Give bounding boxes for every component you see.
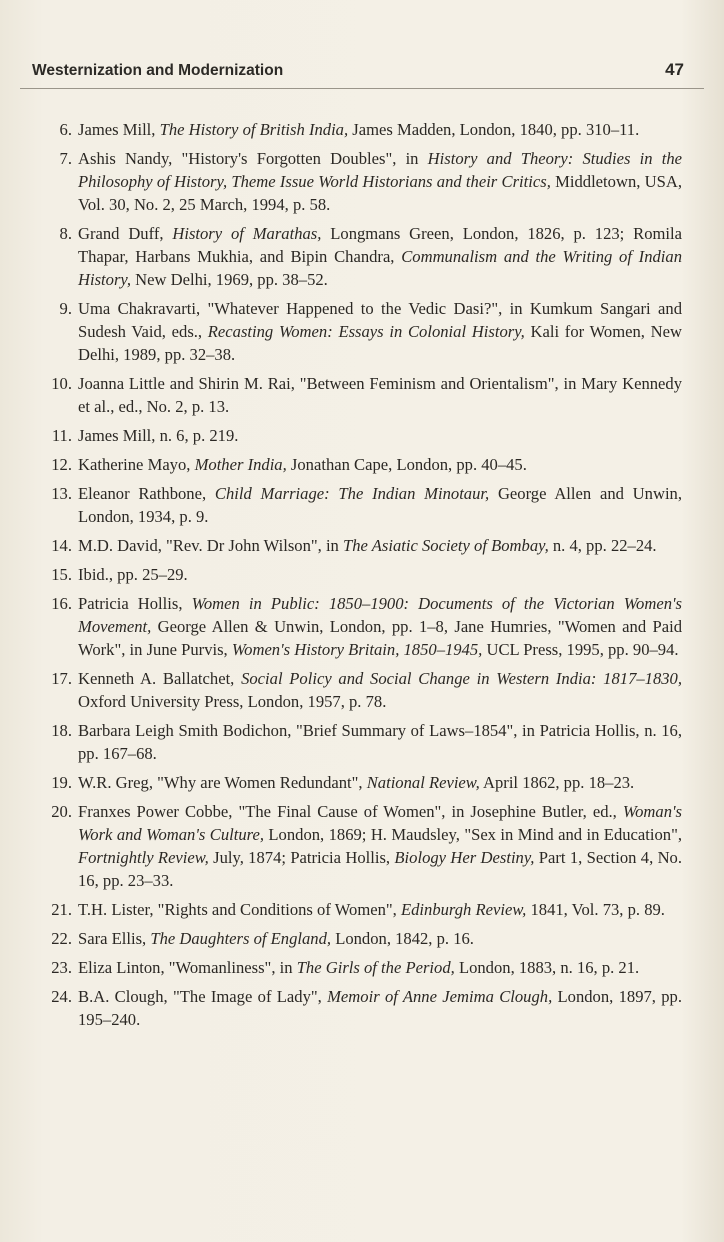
endnote-item — [51, 372, 682, 418]
endnote-number: 19. — [51, 773, 72, 792]
endnotes-list — [51, 118, 683, 1037]
endnote-text: James Mill, n. 6, p. 219. — [78, 426, 239, 445]
endnote-title-italic: Edinburgh Review, — [400, 900, 527, 919]
endnote-text: UCL Press, 1995, pp. 90–94. — [482, 640, 679, 659]
endnote-item — [59, 222, 683, 291]
endnote-title-italic: The Daughters of England, — [150, 929, 332, 948]
endnote-item — [59, 147, 682, 216]
endnote-title-italic: History and Theory: Studies in the Philosophy of History, Theme Issue World Historians and their Critics, — [78, 149, 682, 191]
endnote-item — [51, 667, 682, 713]
endnote-text: Ashis Nandy, "History's Forgotten Doubles", in — [78, 149, 428, 168]
endnote-text: Franxes Power Cobbe, "The Final Cause of Women", in Josephine Butler, ed., — [78, 802, 623, 821]
endnote-title-italic: Woman's Work and Woman's Culture, — [78, 802, 682, 844]
endnote-text: Oxford University Press, London, 1957, p. 78. — [78, 692, 387, 711]
endnote-item — [51, 927, 682, 950]
endnote-text: London, 1842, p. 16. — [331, 929, 474, 948]
endnote-number: 9. — [59, 299, 72, 318]
endnote-item — [51, 719, 682, 765]
endnote-text: Eleanor Rathbone, — [78, 484, 215, 503]
endnote-text: April 1862, pp. 18–23. — [479, 773, 635, 792]
endnote-number: 15. — [51, 565, 72, 584]
endnote-number: 8. — [59, 224, 72, 243]
endnote-text: Grand Duff, — [78, 224, 173, 243]
endnote-number: 22. — [51, 929, 72, 948]
endnote-text: Kali for Women, New Delhi, 1989, pp. 32–38. — [78, 322, 682, 364]
endnote-number: 17. — [51, 669, 72, 688]
endnote-text: Ibid., pp. 25–29. — [78, 565, 188, 584]
endnote-title-italic: Women in Public: 1850–1900: Documents of the Victorian Women's Movement, — [78, 594, 682, 636]
endnote-item — [51, 453, 682, 476]
endnote-text: Longmans Green, London, 1826, p. 123; Romila Thapar, Harbans Mukhia, and Bipin Chandra, — [78, 224, 682, 266]
endnote-number: 18. — [51, 721, 72, 740]
endnote-text: George Allen & Unwin, London, pp. 1–8, Jane Humries, "Women and Paid Work", in June Purvis, — [78, 617, 682, 659]
endnote-number: 13. — [51, 484, 72, 503]
endnote-title-italic: Biology Her Destiny, — [394, 848, 535, 867]
endnote-text: Uma Chakravarti, "Whatever Happened to the Vedic Dasi?", in Kumkum Sangari and Sudesh Vaid, eds., — [78, 299, 682, 341]
endnote-text: Middletown, USA, Vol. 30, No. 2, 25 March, 1994, p. 58. — [78, 172, 682, 214]
endnote-item — [51, 563, 682, 586]
endnote-text: T.H. Lister, "Rights and Conditions of Women", — [78, 900, 401, 919]
endnote-number: 11. — [51, 426, 72, 445]
endnote-item — [51, 800, 683, 892]
endnote-text: James Madden, London, 1840, pp. 310–11. — [348, 120, 640, 139]
endnote-item — [51, 985, 683, 1031]
endnote-title-italic: Child Marriage: The Indian Minotaur, — [214, 484, 490, 503]
endnote-number: 12. — [51, 455, 72, 474]
endnote-title-italic: Mother India, — [194, 455, 287, 474]
endnote-title-italic: Memoir of Anne Jemima Clough, — [327, 987, 553, 1006]
endnote-title-italic: Fortnightly Review, — [78, 848, 209, 867]
endnote-item — [51, 898, 682, 921]
endnote-item — [51, 592, 682, 661]
endnote-title-italic: Women's History Britain, 1850–1945, — [231, 640, 483, 659]
endnote-text: London, 1883, n. 16, p. 21. — [454, 958, 640, 977]
endnote-text: 1841, Vol. 73, p. 89. — [526, 900, 665, 919]
endnote-item — [51, 424, 682, 447]
endnote-text: James Mill, — [78, 120, 160, 139]
endnote-title-italic: Communalism and the Writing of Indian History, — [78, 247, 683, 289]
endnote-title-italic: National Review, — [366, 773, 480, 792]
endnote-text: George Allen and Unwin, London, 1934, p. 9. — [78, 484, 682, 526]
endnote-item — [51, 534, 682, 557]
endnote-number: 24. — [51, 987, 72, 1006]
endnote-text: Eliza Linton, "Womanliness", in — [78, 958, 297, 977]
endnote-number: 7. — [59, 149, 72, 168]
endnote-text: W.R. Greg, "Why are Women Redundant", — [78, 773, 367, 792]
endnote-text: Jonathan Cape, London, pp. 40–45. — [286, 455, 527, 474]
endnote-text: Sara Ellis, — [78, 929, 151, 948]
endnote-text: London, 1869; H. Maudsley, "Sex in Mind and in Education", — [264, 825, 683, 844]
endnote-title-italic: Recasting Women: Essays in Colonial History, — [207, 322, 525, 341]
endnote-item — [51, 956, 682, 979]
endnote-text: B.A. Clough, "The Image of Lady", — [78, 987, 328, 1006]
page-number: 47 — [665, 60, 684, 79]
endnote-number: 14. — [51, 536, 72, 555]
endnote-text: Joanna Little and Shirin M. Rai, "Between Feminism and Orientalism", in Mary Kennedy et al., ed., No. 2, p. 13. — [78, 374, 682, 416]
endnote-text: Barbara Leigh Smith Bodichon, "Brief Summary of Laws–1854", in Patricia Hollis, n. 16, pp. 167–68. — [78, 721, 682, 763]
endnote-text: London, 1897, pp. 195–240. — [78, 987, 683, 1029]
chapter-title: Westernization and Modernization — [32, 62, 284, 79]
endnote-item — [51, 482, 682, 528]
endnote-text: Kenneth A. Ballatchet, — [78, 669, 242, 688]
running-head — [32, 60, 684, 80]
endnote-text: Patricia Hollis, — [78, 594, 192, 613]
endnote-text: July, 1874; Patricia Hollis, — [208, 848, 395, 867]
endnote-title-italic: The History of British India, — [159, 120, 349, 139]
endnote-number: 16. — [51, 594, 72, 613]
endnote-text: Katherine Mayo, — [78, 455, 195, 474]
endnote-number: 23. — [51, 958, 72, 977]
endnote-text: n. 4, pp. 22–24. — [548, 536, 657, 555]
endnote-number: 6. — [59, 120, 72, 139]
endnote-item — [59, 118, 682, 141]
endnote-title-italic: Social Policy and Social Change in Western India: 1817–1830, — [241, 669, 682, 688]
endnote-text: New Delhi, 1969, pp. 38–52. — [131, 270, 328, 289]
endnote-number: 20. — [51, 802, 72, 821]
endnote-text: M.D. David, "Rev. Dr John Wilson", in — [78, 536, 344, 555]
endnote-title-italic: The Girls of the Period, — [296, 958, 455, 977]
header-rule — [20, 88, 704, 89]
endnote-title-italic: History of Marathas, — [172, 224, 322, 243]
endnote-text: Part 1, Section 4, No. 16, pp. 23–33. — [78, 848, 682, 890]
endnote-number: 10. — [51, 374, 72, 393]
endnote-item — [51, 771, 682, 794]
endnote-title-italic: The Asiatic Society of Bombay, — [343, 536, 549, 555]
endnote-item — [59, 297, 682, 366]
endnote-number: 21. — [51, 900, 72, 919]
